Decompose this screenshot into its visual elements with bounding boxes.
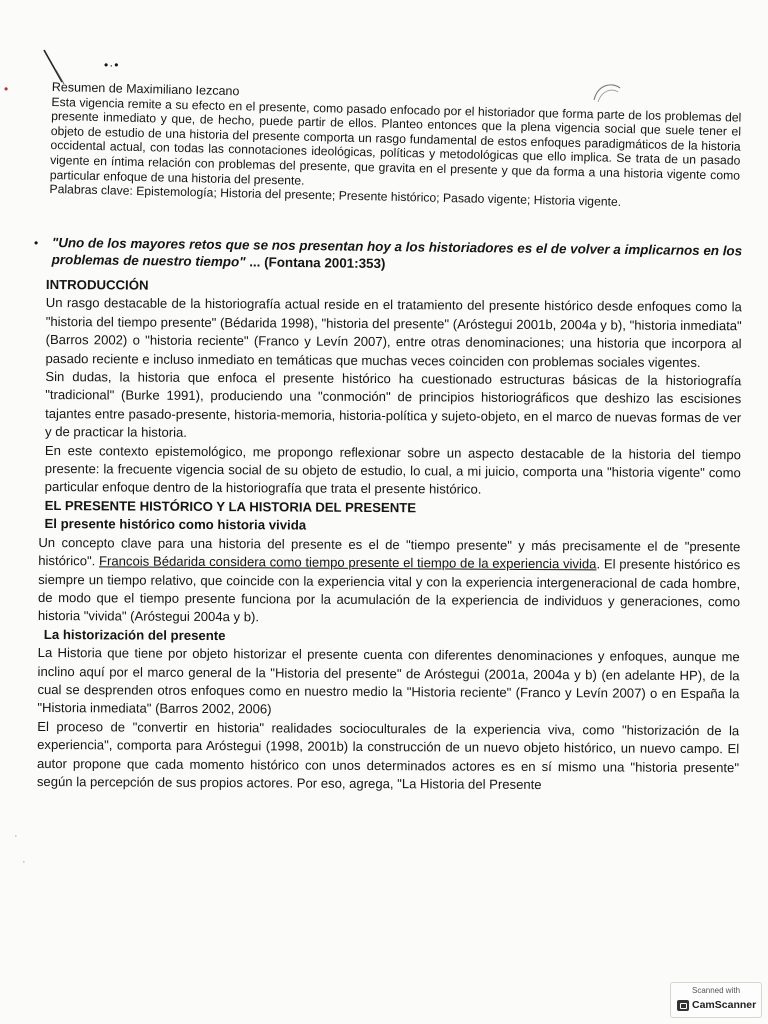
subsection-heading: La historización del presente <box>43 626 226 643</box>
margin-speck: · <box>22 856 26 868</box>
abstract-body: Esta vigencia remite a su efecto en el presente, como pasado enfocado por el historiador que forma parte de los problemas del presente inmediato y que, de hecho, puede partir de ellos. Planteo entonces que la plena vigencia social que suele tener el objeto de estudio de una historia del presente comporta un rasgo fundamental de estos enfoques paradigmáticos de la historia occidental actual, con todas las connotaciones ideológicas, políticas y metodológicas que ello implica. Se trata de un pasado vigente en íntima relación con problemas del presente, que gravita en el presente y que da forma a una historia vigente como particular enfoque de una historia del presente. <box>49 94 742 188</box>
paragraph: Un rasgo destacable de la historiografía actual reside en el tratamiento del presente histórico desde enfoques como la "historia del tiempo presente" (Bédarida 1998), "historia del presente" (Aróstegui 2001b, 2004a y b), "historia inmediata" (Barros 2002) o "historia reciente" (Franco y Levín 2007), entre otras denominaciones; una historia que incorpora al pasado reciente e incluso inmediato en temáticas que muchas veces coinciden con problemas sociales vigentes. <box>45 295 742 370</box>
paragraph <box>38 534 741 630</box>
abstract-block <box>49 80 741 212</box>
scanned-with-label: Scanned with <box>691 986 741 995</box>
section-heading: EL PRESENTE HISTÓRICO Y LA HISTORIA DEL PRESENTE <box>44 497 417 516</box>
camscanner-logo-icon <box>677 1000 689 1011</box>
margin-speck: • <box>34 236 39 250</box>
margin-speck: · <box>14 830 18 842</box>
article-body <box>36 276 742 796</box>
paragraph: La Historia que tiene por objeto historizar el presente cuenta con diferentes denominaciones y enfoques, aunque me inclino aquí por el marco general de la "Historia del presente" de Aróstegui (2001a, 2004a y b) (en adelante HP), de la cual se desprenden otros enfoques como en nuestro medio la "Historia reciente" (Franco y Levín 2007) o en España la "Historia inmediata" (Barros 2002, 2006) <box>37 645 740 717</box>
camscanner-badge <box>670 982 762 1018</box>
margin-speck: • <box>4 82 9 96</box>
paragraph-text: Un concepto clave para una historia del presente es el de "tiempo presente" y más precisamente el de "presente histórico". <box>38 534 741 569</box>
heading-introduccion: INTRODUCCIÓN <box>45 276 149 293</box>
paragraph-text: . El presente histórico es siempre un tiempo relativo, que coincide con la experiencia vital y con la experiencia intergeneracional de cada hombre, de modo que el tiempo presente funciona por la acumulación de la experiencia de individuos y generaciones, como historia "vivida" (Aróstegui 2004a y b). <box>37 556 741 625</box>
paragraph: En este contexto epistemológico, me propongo reflexionar sobre un aspecto destacable de la historia del tiempo presente: la frecuente vigencia social de su objeto de estudio, lo cual, a mi juicio, comporta una "historia vigente" como particular enfoque dentro de la historiografía que trata el presente histórico. <box>44 442 741 498</box>
paragraph: El proceso de "convertir en historia" realidades socioculturales de la experiencia viva, como "historización de la experiencia", comporta para Aróstegui (1998, 2001b) la construcción de un nuevo objeto histórico, un nuevo campo. El autor propone que cada momento histórico con unos determinados actores es en sí mismo una "historia presente" según la percepción de sus propios actores. Por eso, agrega, "La Historia del Presente <box>36 718 740 793</box>
margin-speck: •·• <box>104 58 120 72</box>
paragraph: Sin dudas, la historia que enfoca el presente histórico ha cuestionado estructuras básicas de la historiografía "tradicional" (Burke 1991), produciendo una "conmoción" de principios historiográficos que deshizo las escisiones tajantes entre pasado-presente, historia-memoria, historia-política y sujeto-objeto, en el marco de nuevas formas de ver y de practicar la historia. <box>45 369 742 441</box>
underlined-text: Francois Bédarida considera como tiempo presente el tiempo de la experiencia vivida <box>98 553 597 572</box>
quote-text: "Uno de los mayores retos que se nos presentan hoy a los historiadores es el de volver a implicarnos en los problemas de nuestro tiempo" <box>51 234 743 270</box>
epigraph-quote <box>52 234 744 276</box>
keywords-line: Palabras clave: Epistemología; Historia del presente; Presente histórico; Pasado vigente; Historia vigente. <box>49 182 622 210</box>
camscanner-name: CamScanner <box>692 999 757 1011</box>
quote-source: ... (Fontana 2001:353) <box>245 254 386 272</box>
abstract-title: Resumen de Maximiliano Iezcano <box>51 80 240 99</box>
subsection-heading: El presente histórico como historia vivida <box>44 516 307 533</box>
